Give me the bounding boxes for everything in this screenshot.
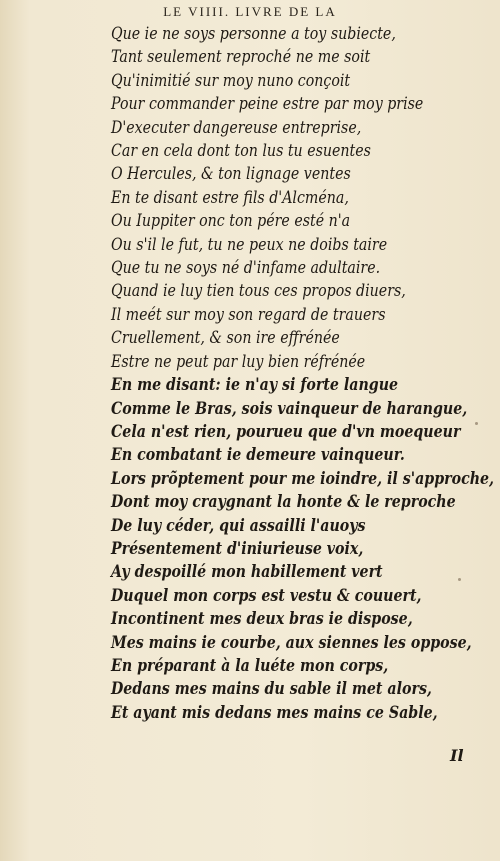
verse-line: Ou Iuppiter onc ton pére esté n'a [111, 211, 351, 231]
verse-line: Et ayant mis dedans mes mains ce Sable, [111, 702, 438, 722]
verse-line: Dont moy craygnant la honte & le reproche [111, 492, 456, 512]
verse-line: Présentement d'iniurieuse voix, [111, 538, 364, 558]
verse-line: Cela n'est rien, pourueu que d'vn moequeur [111, 421, 461, 441]
verse-line: Incontinent mes deux bras ie dispose, [111, 609, 413, 629]
verse-line: Car en cela dont ton lus tu esuentes [111, 141, 371, 161]
verse-line: O Hercules, & ton lignage ventes [111, 164, 351, 184]
verse-line: De luy céder, qui assailli l'auoys [111, 515, 366, 535]
verse-line: Estre ne peut par luy bien réfrénée [111, 351, 366, 371]
verse-line: Ay despoillé mon habillement vert [111, 562, 383, 582]
verse-line: Quand ie luy tien tous ces propos diuers, [111, 281, 406, 301]
verse-line: Qu'inimitié sur moy nuno conçoit [111, 70, 351, 90]
verse-line: Pour commander peine estre par moy prise [111, 94, 424, 114]
verse-line: En me disant: ie n'ay si forte langue [111, 375, 399, 395]
verse-line: En te disant estre fils d'Alcména, [111, 187, 349, 207]
verse-line: En combatant ie demeure vainqueur. [111, 445, 405, 465]
verse-line: Mes mains ie courbe, aux siennes les oppose, [111, 632, 472, 652]
verse-line: Dedans mes mains du sable il met alors, [111, 679, 432, 699]
verse-line: Cruellement, & son ire effrénée [111, 328, 340, 348]
verse-line: Comme le Bras, sois vainqueur de harangue, [111, 398, 468, 418]
verse-line: Lors prõptement pour me ioindre, il s'approche, [111, 468, 495, 488]
verse-line: Duquel mon corps est vestu & couuert, [111, 585, 422, 605]
ink-speck [475, 422, 478, 425]
verse-line: Tant seulement reproché ne me soit [111, 47, 371, 67]
verse-line: Que tu ne soys né d'infame adultaire. [111, 258, 381, 278]
verse-line: D'executer dangereuse entreprise, [111, 117, 362, 137]
running-head: LE VIIII. LIVRE DE LA [163, 4, 337, 19]
ink-speck [458, 578, 461, 581]
verse-line: Que ie ne soys personne a toy subiecte, [111, 24, 396, 43]
verse-line: Ou s'il le fut, tu ne peux ne doibs taire [111, 234, 388, 254]
catchword: Il [450, 746, 464, 765]
verse-line: En préparant à la luéte mon corps, [111, 655, 389, 675]
verse-line: Il meét sur moy son regard de trauers [111, 304, 386, 324]
verse-block [111, 22, 495, 724]
